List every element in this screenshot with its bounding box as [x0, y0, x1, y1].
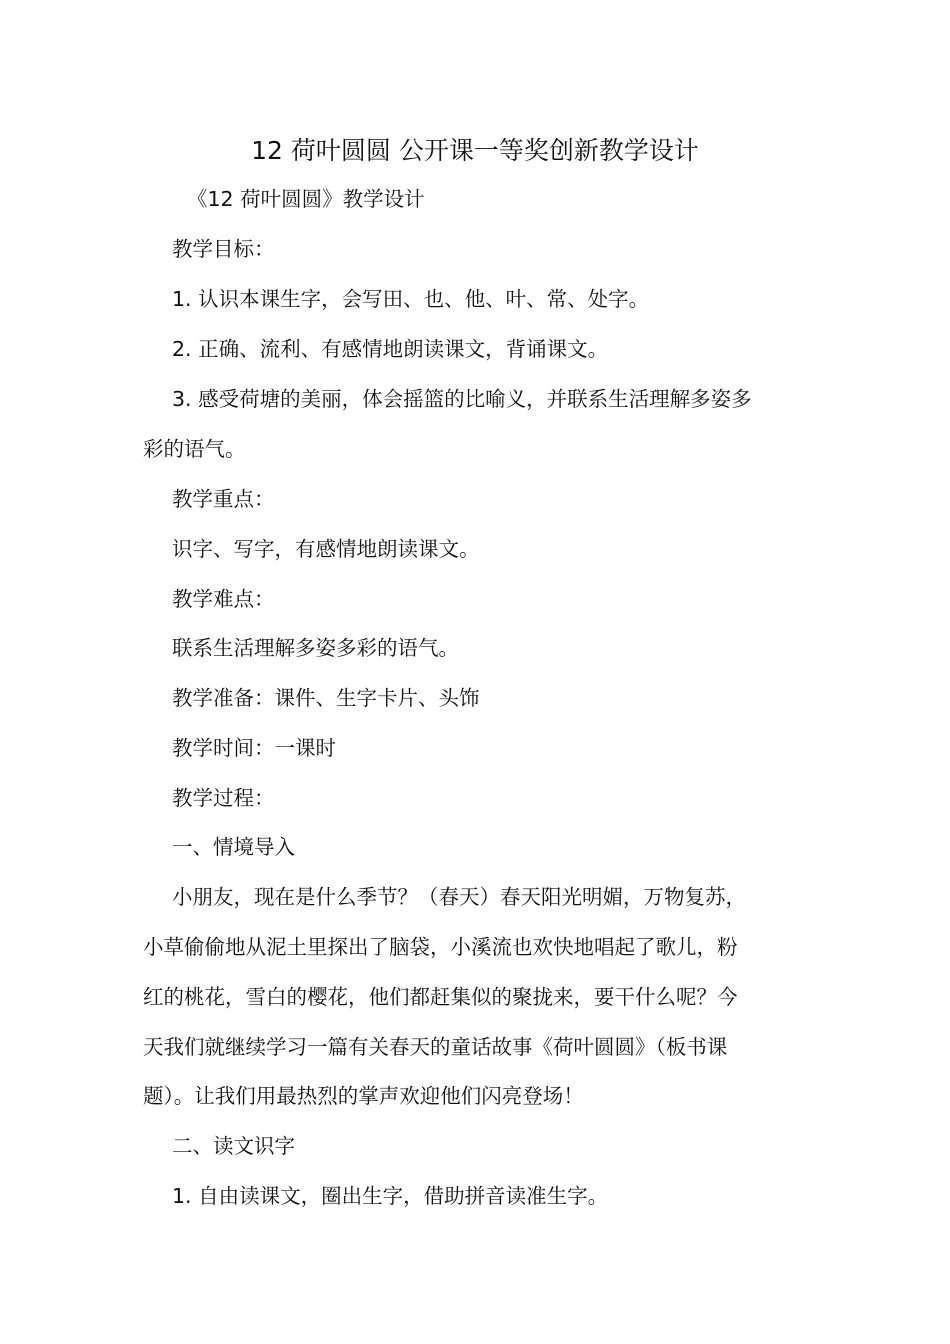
step-1-paragraph-line-1: 小朋友，现在是什么季节？（春天）春天阳光明媚，万物复苏，: [172, 885, 746, 909]
lesson-subtitle: 《12 荷叶圆圆》教学设计: [187, 187, 425, 211]
step-1-paragraph-line-3: 红的桃花，雪白的樱花，他们都赶集似的聚拢来，要干什么呢？今: [143, 985, 738, 1009]
section-heading-process: 教学过程：: [172, 786, 275, 810]
preparation-text: 教学准备：课件、生字卡片、头饰: [172, 686, 480, 710]
section-heading-difficulties: 教学难点：: [172, 587, 275, 611]
step-1-paragraph-line-2: 小草偷偷地从泥土里探出了脑袋，小溪流也欢快地唱起了歌儿，粉: [143, 935, 738, 959]
objective-1: 1. 认识本课生字，会写田、也、他、叶、常、处字。: [172, 287, 650, 311]
step-2-item-1: 1. 自由读课文，圈出生字，借助拼音读准生字。: [172, 1184, 609, 1208]
step-1-heading: 一、情境导入: [172, 835, 295, 859]
key-points-text: 识字、写字，有感情地朗读课文。: [172, 537, 480, 561]
difficulties-text: 联系生活理解多姿多彩的语气。: [172, 636, 459, 660]
time-text: 教学时间：一课时: [172, 736, 336, 760]
step-1-paragraph-line-4: 天我们就继续学习一篇有关春天的童话故事《荷叶圆圆》（板书课: [143, 1035, 728, 1059]
section-heading-key-points: 教学重点：: [172, 487, 275, 511]
step-2-heading: 二、读文识字: [172, 1134, 295, 1158]
objective-2: 2. 正确、流利、有感情地朗读课文，背诵课文。: [172, 337, 609, 361]
section-heading-objectives: 教学目标：: [172, 237, 275, 261]
step-1-paragraph-line-5: 题）。让我们用最热烈的掌声欢迎他们闪亮登场！: [143, 1084, 584, 1108]
objective-3-line-2: 彩的语气。: [143, 437, 246, 461]
objective-3-line-1: 3. 感受荷塘的美丽，体会摇篮的比喻义，并联系生活理解多姿多: [172, 387, 752, 411]
document-title: 12 荷叶圆圆 公开课一等奖创新教学设计: [251, 136, 699, 165]
